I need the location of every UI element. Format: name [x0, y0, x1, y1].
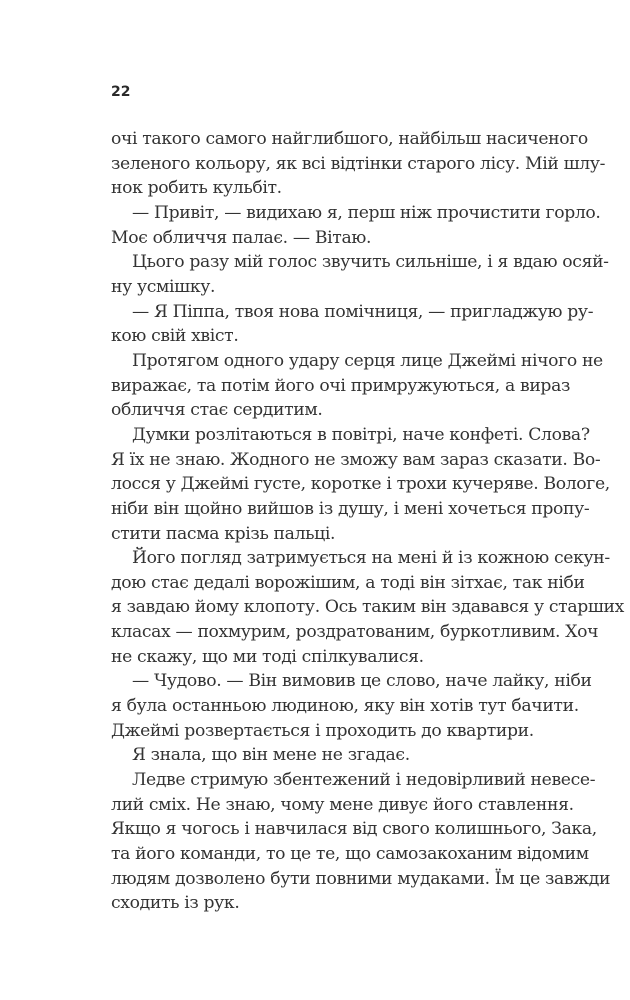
text-line: я завдаю йому клопоту. Ось таким він здавався у старших [111, 597, 624, 618]
text-line: Якщо я чогось і навчилася від свого колишнього, Зака, [111, 819, 597, 840]
text-line: Думки розлітаються в повітрі, наче конфеті. Слова? [132, 424, 590, 445]
text-line: — Я Піппа, твоя нова помічниця, — пригладжую ру- [132, 301, 594, 322]
text-line: ну усмішку. [111, 276, 216, 297]
paragraph [111, 669, 592, 743]
text-line: класах — похмурим, роздратованим, буркотливим. Хоч [111, 622, 599, 643]
text-line: я була останньою людиною, яку він хотів тут бачити. [111, 696, 579, 717]
text-line: Ледве стримую збентежений і недовірливий невесе- [132, 770, 596, 791]
text-line: сходить із рук. [111, 893, 240, 914]
text-line: кою свій хвіст. [111, 326, 239, 347]
page-number: 22 [111, 84, 131, 100]
text-line: Я знала, що він мене не згадає. [132, 745, 410, 766]
text-line: — Привіт, — видихаю я, перш ніж прочистити горло. [132, 202, 601, 223]
paragraph [111, 768, 611, 916]
text-line: та його команди, то це те, що самозакоханим відомим [111, 844, 589, 865]
text-line: ніби він щойно вийшов із душу, і мені хочеться пропу- [111, 498, 590, 519]
text-line: лий сміх. Не знаю, чому мене дивує його ставлення. [111, 794, 574, 815]
text-line: обличчя стає сердитим. [111, 400, 323, 421]
text-line: стити пасма крізь пальці. [111, 523, 336, 544]
paragraph [111, 201, 601, 250]
text-line: зеленого кольору, як всі відтінки старого лісу. Мій шлу- [111, 153, 606, 174]
text-line: нок робить кульбіт. [111, 178, 282, 199]
text-line: людям дозволено бути повними мудаками. Їм це завжди [111, 868, 611, 889]
paragraph [111, 423, 610, 546]
paragraph [111, 743, 554, 768]
text-line: Цього разу мій голос звучить сильніше, і я вдаю осяй- [132, 252, 609, 273]
text-line: Моє обличчя палає. — Вітаю. [111, 227, 372, 248]
text-line: Я їх не знаю. Жодного не зможу вам зараз сказати. Во- [111, 449, 601, 470]
text-line: лосся у Джеймі густе, коротке і трохи кучеряве. Вологе, [111, 474, 610, 495]
paragraph [111, 300, 594, 349]
paragraph [111, 349, 603, 423]
body-text [111, 127, 624, 916]
paragraph [111, 546, 624, 669]
text-line: Його погляд затримується на мені й із кожною секун- [132, 548, 610, 569]
text-line: виражає, та потім його очі примружуються, а вираз [111, 375, 571, 396]
text-line: дою стає дедалі ворожішим, а тоді він зітхає, так ніби [111, 572, 585, 593]
text-line: Протягом одного удару серця лице Джеймі нічого не [132, 350, 603, 371]
text-line: — Чудово. — Він вимовив це слово, наче лайку, ніби [132, 671, 592, 692]
paragraph [111, 250, 609, 299]
text-line: очі такого самого найглибшого, найбільш насиченого [111, 129, 588, 149]
paragraph [111, 127, 606, 201]
text-line: не скажу, що ми тоді спілкувалися. [111, 646, 424, 667]
text-line: Джеймі розвертається і проходить до квартири. [111, 720, 534, 741]
